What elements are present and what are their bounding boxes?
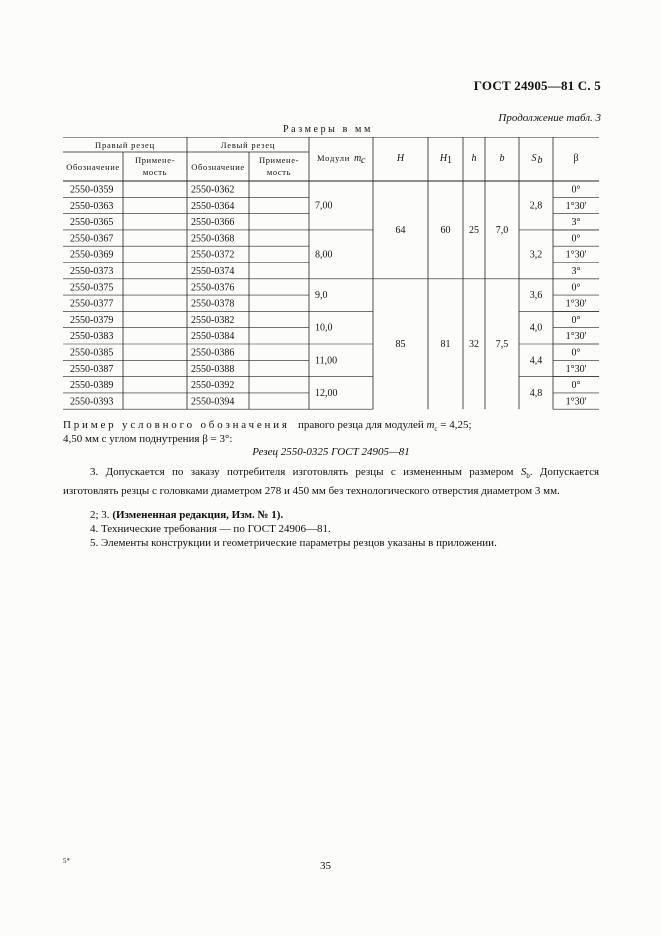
value-h1: 60 [440, 224, 451, 236]
left-cutter-code: 2550-0392 [191, 380, 235, 392]
right-cutter-code: 2550-0373 [70, 266, 114, 277]
left-cutter-code: 2550-0364 [191, 200, 235, 212]
header-left-cutter: Левый резец [220, 140, 276, 150]
dimensions-table [63, 137, 599, 410]
paragraph-4: 4. Технические требования — по ГОСТ 24906—81. [90, 523, 331, 535]
module-value: 7,00 [315, 200, 333, 212]
page-header: ГОСТ 24905—81 С. 5 [473, 78, 601, 93]
header-module-subscript: c [361, 155, 366, 166]
example-text-2: = 4,25; [440, 419, 472, 431]
left-cutter-code: 2550-0384 [191, 331, 235, 343]
left-cutter-code: 2550-0394 [191, 396, 235, 408]
beta-value: 0° [571, 347, 581, 359]
beta-value: 1°30' [565, 249, 587, 261]
header-b: b [499, 153, 505, 164]
value-h: 32 [469, 339, 479, 350]
left-cutter-code: 2550-0376 [191, 282, 235, 294]
header-Sb-subscript: b [537, 155, 543, 166]
module-value: 8,00 [315, 249, 333, 261]
edition-prefix: 2; 3. [90, 509, 110, 521]
header-module-symbol: m [354, 153, 362, 164]
edition-note [63, 508, 599, 523]
value-h: 25 [469, 224, 479, 236]
beta-value: 0° [571, 282, 581, 294]
designation-example: Резец 2550-0325 ГОСТ 24905—81 [252, 446, 410, 458]
module-value: 12,00 [315, 387, 338, 399]
left-cutter-code: 2550-0362 [191, 184, 235, 196]
beta-value: 0° [571, 314, 581, 326]
header-right-cutter: Правый резец [95, 140, 155, 150]
beta-value: 1°30' [565, 396, 587, 408]
beta-value: 1°30' [565, 331, 587, 343]
sb-value: 4,8 [529, 387, 543, 399]
right-cutter-code: 2550-0379 [70, 314, 114, 326]
value-h: 85 [395, 339, 406, 350]
header-module: Модули [317, 153, 351, 163]
right-cutter-code: 2550-0369 [70, 249, 114, 261]
header-H1: H [439, 153, 448, 164]
module-value: 10,0 [315, 322, 333, 334]
header-Sb: S [531, 153, 537, 164]
module-value: 9,0 [315, 290, 328, 302]
example-m-symbol: m [426, 419, 435, 431]
header-application-2: мость [142, 167, 168, 177]
value-h1: 81 [440, 339, 451, 350]
paragraph-3-b: . Допускается изготовлять резцы с головками диаметром 278 и 450 мм без технологического отверстия диаметром 3 мм. [63, 466, 600, 497]
paragraph-5: 5. Элементы конструкции и геометрические параметры резцов указаны в приложении. [90, 537, 497, 549]
right-cutter-code: 2550-0363 [70, 200, 114, 212]
sb-value: 2,8 [529, 200, 543, 212]
left-cutter-code: 2550-0378 [191, 298, 235, 310]
right-cutter-code: 2550-0383 [70, 331, 114, 343]
beta-value: 3° [571, 266, 581, 277]
value-b: 7,5 [495, 339, 509, 350]
sb-value: 3,2 [529, 249, 543, 261]
right-cutter-code: 2550-0375 [70, 282, 114, 294]
header-H: H [396, 153, 405, 164]
page-number: 35 [320, 860, 331, 872]
header-h: h [471, 153, 477, 164]
right-cutter-code: 2550-0389 [70, 380, 114, 392]
left-cutter-code: 2550-0388 [191, 363, 235, 375]
left-cutter-code: 2550-0368 [191, 233, 235, 245]
sb-value: 4,0 [529, 322, 543, 334]
table-continuation-label: Продолжение табл. 3 [498, 112, 601, 124]
sb-value: 3,6 [529, 290, 543, 302]
paragraph-3-s-sub: b [526, 472, 530, 481]
beta-value: 1°30' [565, 200, 587, 212]
header-application: Примене- [258, 155, 300, 165]
edition-bold: (Измененная редакция, Изм. № 1). [112, 509, 284, 521]
beta-value: 3° [571, 217, 581, 229]
module-value: 11,00 [315, 355, 338, 367]
example-text-1: правого резца для модулей [298, 419, 424, 431]
right-cutter-code: 2550-0377 [70, 298, 114, 310]
beta-value: 0° [571, 380, 581, 392]
beta-value: 0° [571, 233, 581, 245]
header-application: Примене- [134, 155, 176, 165]
sb-value: 4,4 [529, 355, 543, 367]
header-beta: β [573, 153, 579, 164]
right-cutter-code: 2550-0365 [70, 217, 114, 229]
right-cutter-code: 2550-0359 [70, 184, 114, 196]
example-line-2: 4,50 мм с углом поднутрения β = 3°: [63, 433, 233, 445]
example-m-sub: c [434, 425, 438, 434]
header-designation: Обозначение [66, 162, 120, 172]
left-cutter-code: 2550-0372 [191, 249, 235, 261]
footnote-mark: 5* [63, 857, 70, 865]
right-cutter-code: 2550-0393 [70, 396, 114, 408]
paragraph-3 [63, 465, 599, 498]
left-cutter-code: 2550-0386 [191, 347, 235, 359]
left-cutter-code: 2550-0374 [191, 266, 235, 277]
header-application-2: мость [266, 167, 292, 177]
value-b: 7,0 [495, 224, 509, 236]
left-cutter-code: 2550-0366 [191, 217, 235, 229]
right-cutter-code: 2550-0367 [70, 233, 114, 245]
left-cutter-code: 2550-0382 [191, 314, 235, 326]
value-h: 64 [395, 224, 406, 236]
paragraph-3-s: S [520, 466, 527, 478]
beta-value: 1°30' [565, 298, 587, 310]
example-lead: Пример условного обозначения [63, 419, 290, 431]
header-designation: Обозначение [191, 162, 245, 172]
beta-value: 1°30' [565, 363, 587, 375]
paragraph-3-a: 3. Допускается по заказу потребителя изготовлять резцы с измененным размером [90, 466, 514, 478]
right-cutter-code: 2550-0387 [70, 363, 114, 375]
right-cutter-code: 2550-0385 [70, 347, 114, 359]
beta-value: 0° [571, 184, 581, 196]
header-H1-subscript: 1 [447, 155, 452, 166]
dimensions-caption: Размеры в мм [283, 124, 373, 135]
